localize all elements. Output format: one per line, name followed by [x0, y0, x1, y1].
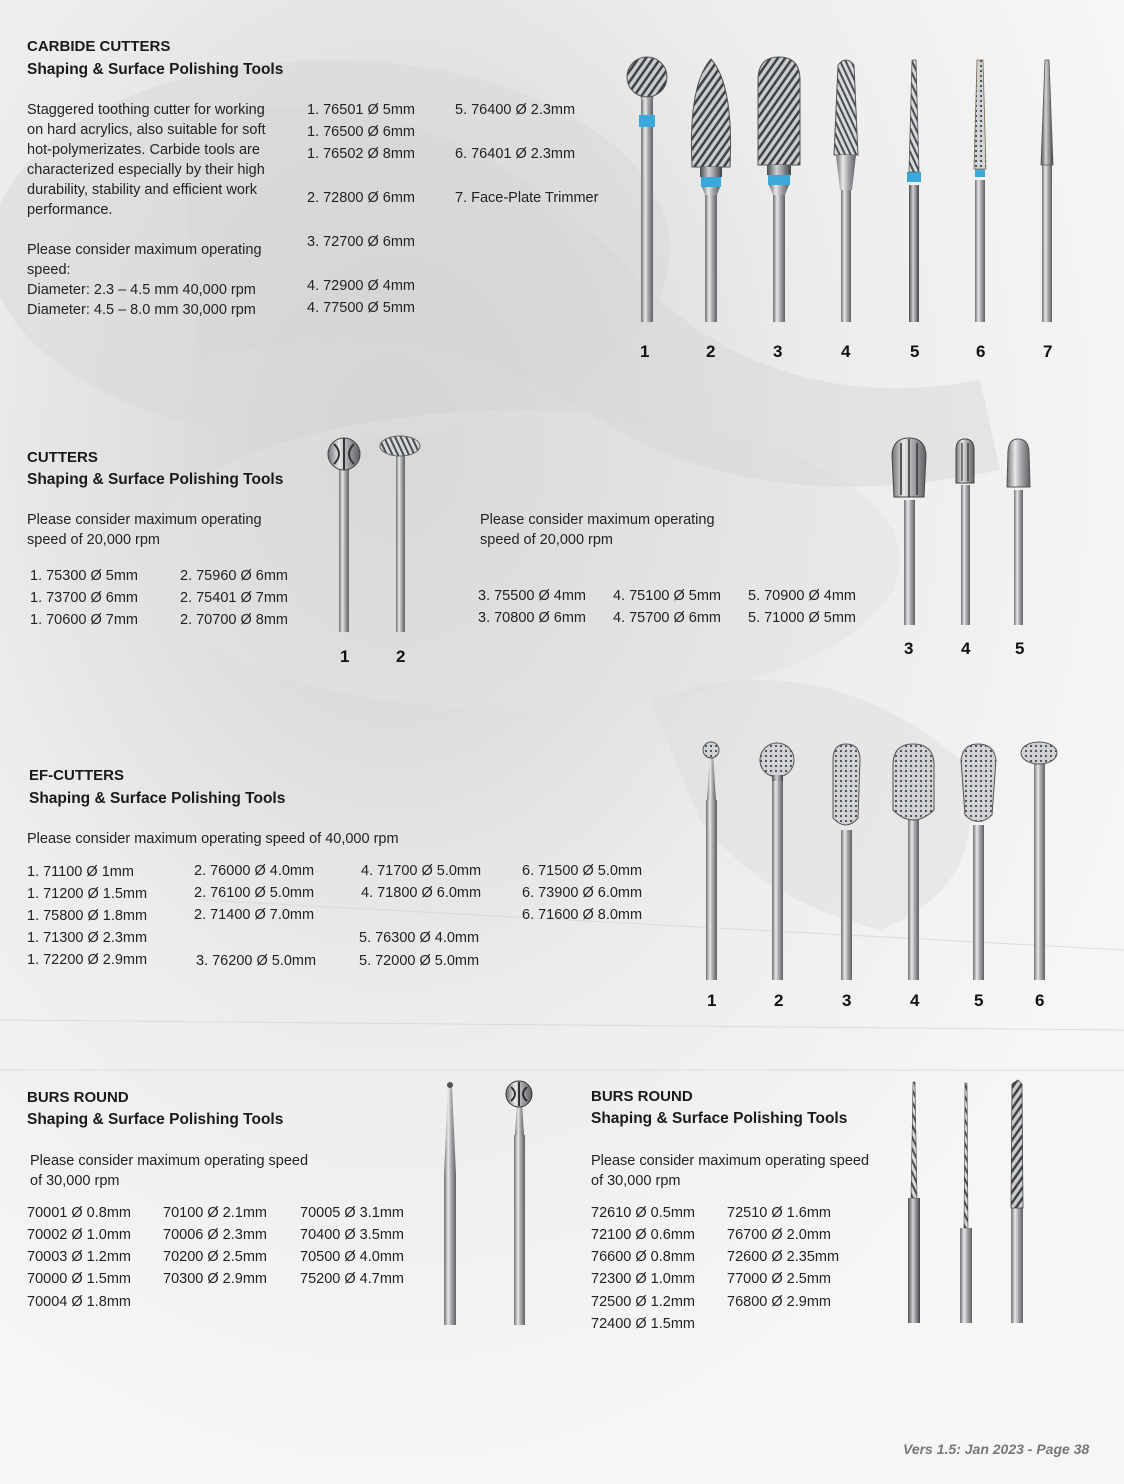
list-item: 1. 76500 Ø 6mm [307, 124, 415, 140]
tool-number: 6 [1035, 991, 1045, 1010]
ef-title: EF-CUTTERS [29, 767, 124, 784]
list-item: 2. 72800 Ø 6mm [307, 190, 415, 206]
tool-number: 4 [961, 639, 971, 658]
ef-tool-6 [1021, 742, 1057, 980]
tool-number: 5 [974, 991, 984, 1010]
list-item: 70001 Ø 0.8mm [27, 1205, 131, 1221]
drill-tool-1 [908, 1082, 920, 1323]
tool-number: 3 [773, 342, 783, 361]
list-item: 3. 72700 Ø 6mm [307, 234, 415, 250]
list-item: 4. 71700 Ø 5.0mm [361, 863, 482, 879]
tool-number: 5 [1015, 639, 1025, 658]
tool-number: 2 [774, 991, 784, 1010]
tool-number: 4 [841, 342, 851, 361]
list-item: 70004 Ø 1.8mm [27, 1294, 131, 1310]
list-item: 70005 Ø 3.1mm [300, 1205, 404, 1221]
list-item: 70006 Ø 2.3mm [163, 1227, 267, 1243]
burs-right-image [900, 1078, 1040, 1328]
list-item: 6. 73900 Ø 6.0mm [522, 885, 643, 901]
list-item: 5. 72000 Ø 5.0mm [359, 953, 480, 969]
list-item: 2. 75960 Ø 6mm [180, 568, 288, 584]
tool-number: 2 [396, 647, 406, 666]
burs-left-speed: Please consider maximum operating speed of 30,000 rpm [30, 1153, 309, 1189]
carbide-description: Staggered toothing cutter for working on hard acrylics, also suitable for soft hot-polymerizates. Carbide tools are characterized especially by their high durability, stability and efficient work performance. [27, 102, 266, 218]
list-item: 2. 75401 Ø 7mm [180, 590, 288, 606]
list-item: 72610 Ø 0.5mm [591, 1205, 695, 1221]
cutters-tools-right-image [885, 435, 1055, 630]
tool-number: 6 [976, 342, 986, 361]
tool-number: 3 [904, 639, 914, 658]
list-item: 5. 76400 Ø 2.3mm [455, 102, 576, 118]
carbide-title: CARBIDE CUTTERS [27, 38, 171, 55]
bur-tool-thin [444, 1082, 456, 1325]
list-item: 76800 Ø 2.9mm [727, 1294, 831, 1310]
tool-number: 1 [340, 647, 350, 666]
tool-number: 4 [910, 991, 920, 1010]
list-item: 1. 75800 Ø 1.8mm [27, 908, 148, 924]
list-item: 70002 Ø 1.0mm [27, 1227, 131, 1243]
ef-speed: Please consider maximum operating speed of 40,000 rpm [27, 831, 399, 847]
tool-number: 7 [1043, 342, 1053, 361]
ef-tool-4 [893, 744, 934, 980]
list-item: 70300 Ø 2.9mm [163, 1271, 267, 1287]
cutters-speed-right: Please consider maximum operating speed of 20,000 rpm [480, 512, 715, 548]
ef-tools-image [690, 740, 1070, 985]
list-item: 72510 Ø 1.6mm [727, 1205, 831, 1221]
drill-tool-2 [960, 1083, 972, 1323]
list-item: 70100 Ø 2.1mm [163, 1205, 267, 1221]
tool-number: 2 [706, 342, 716, 361]
list-item: 77000 Ø 2.5mm [727, 1271, 831, 1287]
list-item: 1. 70600 Ø 7mm [30, 612, 138, 628]
tool-number: 1 [640, 342, 650, 361]
list-item: 5. 70900 Ø 4mm [748, 588, 856, 604]
list-item: 6. 71600 Ø 8.0mm [522, 907, 643, 923]
list-item: 70003 Ø 1.2mm [27, 1249, 131, 1265]
list-item: 72400 Ø 1.5mm [591, 1316, 695, 1332]
list-item: 7. Face-Plate Trimmer [455, 190, 599, 206]
ef-tool-2 [760, 743, 794, 980]
carbide-tool-5 [907, 60, 921, 322]
burs-right-speed: Please consider maximum operating speed of 30,000 rpm [591, 1153, 870, 1189]
list-item: 2. 76100 Ø 5.0mm [194, 885, 315, 901]
cutter-tool-1 [328, 438, 360, 632]
carbide-subtitle: Shaping & Surface Polishing Tools [27, 61, 284, 78]
carbide-tool-6 [974, 60, 986, 322]
cutters-tools-left-image [320, 432, 430, 637]
cutters-title: CUTTERS [27, 449, 98, 466]
list-item: 1. 76502 Ø 8mm [307, 146, 415, 162]
list-item: 6. 76401 Ø 2.3mm [455, 146, 576, 162]
list-item: 1. 75300 Ø 5mm [30, 568, 138, 584]
list-item: 1. 71200 Ø 1.5mm [27, 886, 148, 902]
ef-tool-3 [833, 744, 860, 980]
page-footer: Vers 1.5: Jan 2023 - Page 38 [903, 1441, 1090, 1457]
tool-number: 5 [910, 342, 920, 361]
list-item: 5. 71000 Ø 5mm [748, 610, 856, 626]
carbide-tool-4 [834, 60, 858, 322]
cutter-tool-2 [380, 436, 420, 632]
list-item: 70400 Ø 3.5mm [300, 1227, 404, 1243]
list-item: 2. 70700 Ø 8mm [180, 612, 288, 628]
list-item: 3. 70800 Ø 6mm [478, 610, 586, 626]
list-item: 70500 Ø 4.0mm [300, 1249, 404, 1265]
ef-tool-5 [961, 744, 996, 980]
cutters-speed-left: Please consider maximum operating speed of 20,000 rpm [27, 512, 262, 548]
burs-right-title: BURS ROUND [591, 1088, 693, 1105]
ef-tool-1 [703, 742, 719, 980]
list-item: 2. 71400 Ø 7.0mm [194, 907, 315, 923]
list-item: 3. 75500 Ø 4mm [478, 588, 586, 604]
tool-number: 1 [707, 991, 717, 1010]
list-item: 2. 76000 Ø 4.0mm [194, 863, 315, 879]
list-item: 1. 73700 Ø 6mm [30, 590, 138, 606]
list-item: 72500 Ø 1.2mm [591, 1294, 695, 1310]
list-item: 1. 76501 Ø 5mm [307, 102, 415, 118]
list-item: 76600 Ø 0.8mm [591, 1249, 695, 1265]
burs-right-subtitle: Shaping & Surface Polishing Tools [591, 1110, 848, 1127]
list-item: 4. 75700 Ø 6mm [613, 610, 721, 626]
bur-tool-round [506, 1081, 532, 1325]
list-item: 4. 71800 Ø 6.0mm [361, 885, 482, 901]
carbide-tools-image [610, 55, 1070, 330]
carbide-tool-3 [758, 57, 800, 322]
burs-left-subtitle: Shaping & Surface Polishing Tools [27, 1111, 284, 1128]
carbide-tool-7 [1041, 60, 1053, 322]
list-item: 72600 Ø 2.35mm [727, 1249, 840, 1265]
tool-number: 3 [842, 991, 852, 1010]
list-item: 70000 Ø 1.5mm [27, 1271, 131, 1287]
list-item: 1. 71300 Ø 2.3mm [27, 930, 148, 946]
cutter-tool-5 [1007, 439, 1030, 625]
burs-left-title: BURS ROUND [27, 1089, 129, 1106]
carbide-tool-1 [627, 57, 667, 322]
list-item: 4. 77500 Ø 5mm [307, 300, 415, 316]
ef-subtitle: Shaping & Surface Polishing Tools [29, 790, 286, 807]
cutter-tool-3 [892, 438, 926, 625]
list-item: 72100 Ø 0.6mm [591, 1227, 695, 1243]
list-item: 72300 Ø 1.0mm [591, 1271, 695, 1287]
carbide-speed-note: Please consider maximum operating speed: Diameter: 2.3 – 4.5 mm 40,000 rpm Diameter: 4.5 – 8.0 mm 30,000 rpm [27, 242, 262, 318]
cutter-tool-4 [956, 439, 974, 625]
list-item: 5. 76300 Ø 4.0mm [359, 930, 480, 946]
list-item: 6. 71500 Ø 5.0mm [522, 863, 643, 879]
list-item: 70200 Ø 2.5mm [163, 1249, 267, 1265]
list-item: 1. 71100 Ø 1mm [27, 864, 134, 880]
list-item: 4. 72900 Ø 4mm [307, 278, 415, 294]
list-item: 1. 72200 Ø 2.9mm [27, 952, 148, 968]
list-item: 75200 Ø 4.7mm [300, 1271, 404, 1287]
drill-tool-3 [1011, 1080, 1023, 1323]
carbide-tool-2 [691, 59, 730, 322]
list-item: 4. 75100 Ø 5mm [613, 588, 721, 604]
list-item: 3. 76200 Ø 5.0mm [196, 953, 317, 969]
list-item: 76700 Ø 2.0mm [727, 1227, 831, 1243]
cutters-subtitle: Shaping & Surface Polishing Tools [27, 471, 284, 488]
burs-left-image [430, 1075, 550, 1330]
